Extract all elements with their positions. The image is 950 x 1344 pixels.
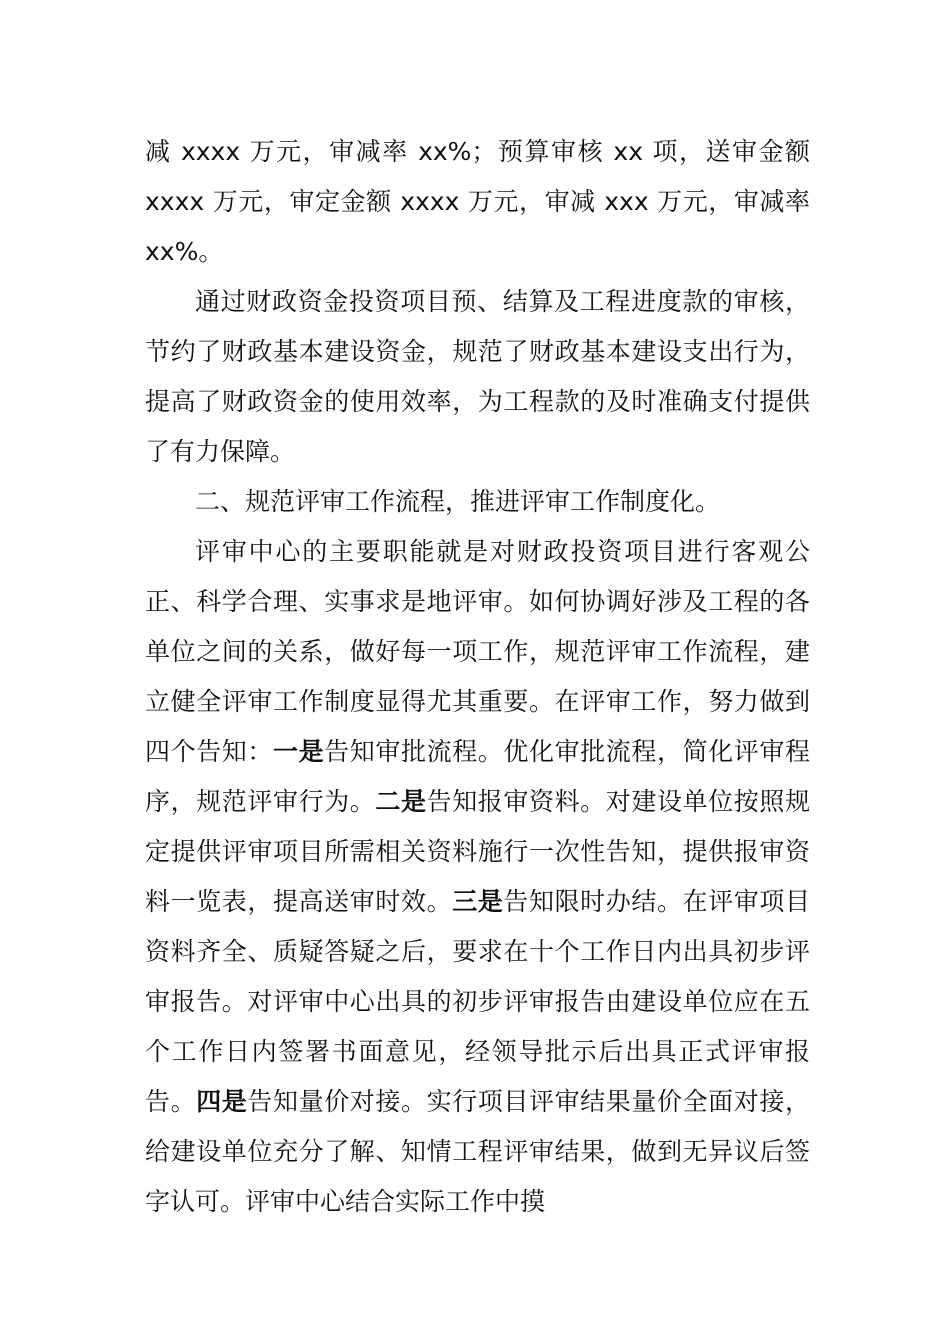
bold-marker-first: 一是 [273,737,325,766]
bold-marker-fourth: 四是 [196,1087,248,1116]
paragraph-audit-summary [145,277,810,477]
paragraph-text: 评审中心的主要职能就是对财政投资项目进行客观公正、科学合理、实事求是地评审。如何协调好涉及工程的各单位之间的关系，做好每一项工作，规范评审工作流程，建立健全评审工作制度显得尤其重要。在评审工作，努力做到四个告知： [145,537,810,766]
paragraph-text: 告知限时办结。在评审项目资料齐全、质疑答疑之后，要求在十个工作日内出具初步评审报告。对评审中心出具的初步评审报告由建设单位应在五个工作日内签署书面意见，经领导批示后出具正式评审报告。 [145,887,810,1116]
bold-marker-third: 三是 [452,887,504,916]
paragraph-text: 告知审批流程。优化审批流程，简化评审程序，规范评审行为。 [145,737,810,816]
paragraph-text: 通过财政资金投资项目预、结算及工程进度款的审核，节约了财政基本建设资金，规范了财政基本建设支出行为，提高了财政资金的使用效率，为工程款的及时准确支付提供了有力保障。 [145,287,810,466]
section-heading-2 [145,477,810,527]
paragraph-audit-figures [145,127,810,277]
paragraph-text: 告知报审资料。对建设单位按照规定提供评审项目所需相关资料施行一次性告知，提供报审资料一览表，提高送审时效。 [145,787,810,916]
paragraph-text: 减 xxxx 万元，审减率 xx%；预算审核 xx 项，送审金额 xxxx 万元，审定金额 xxxx 万元，审减 xxx 万元，审减率 xx%。 [145,137,810,266]
paragraph-text: 告知量价对接。实行项目评审结果量价全面对接，给建设单位充分了解、知情工程评审结果，做到无异议后签字认可。评审中心结合实际工作中摸 [145,1087,810,1216]
document-body [145,127,810,1227]
heading-text: 二、规范评审工作流程，推进评审工作制度化。 [195,487,721,516]
paragraph-review-process [145,527,810,1227]
bold-marker-second: 二是 [375,787,427,816]
